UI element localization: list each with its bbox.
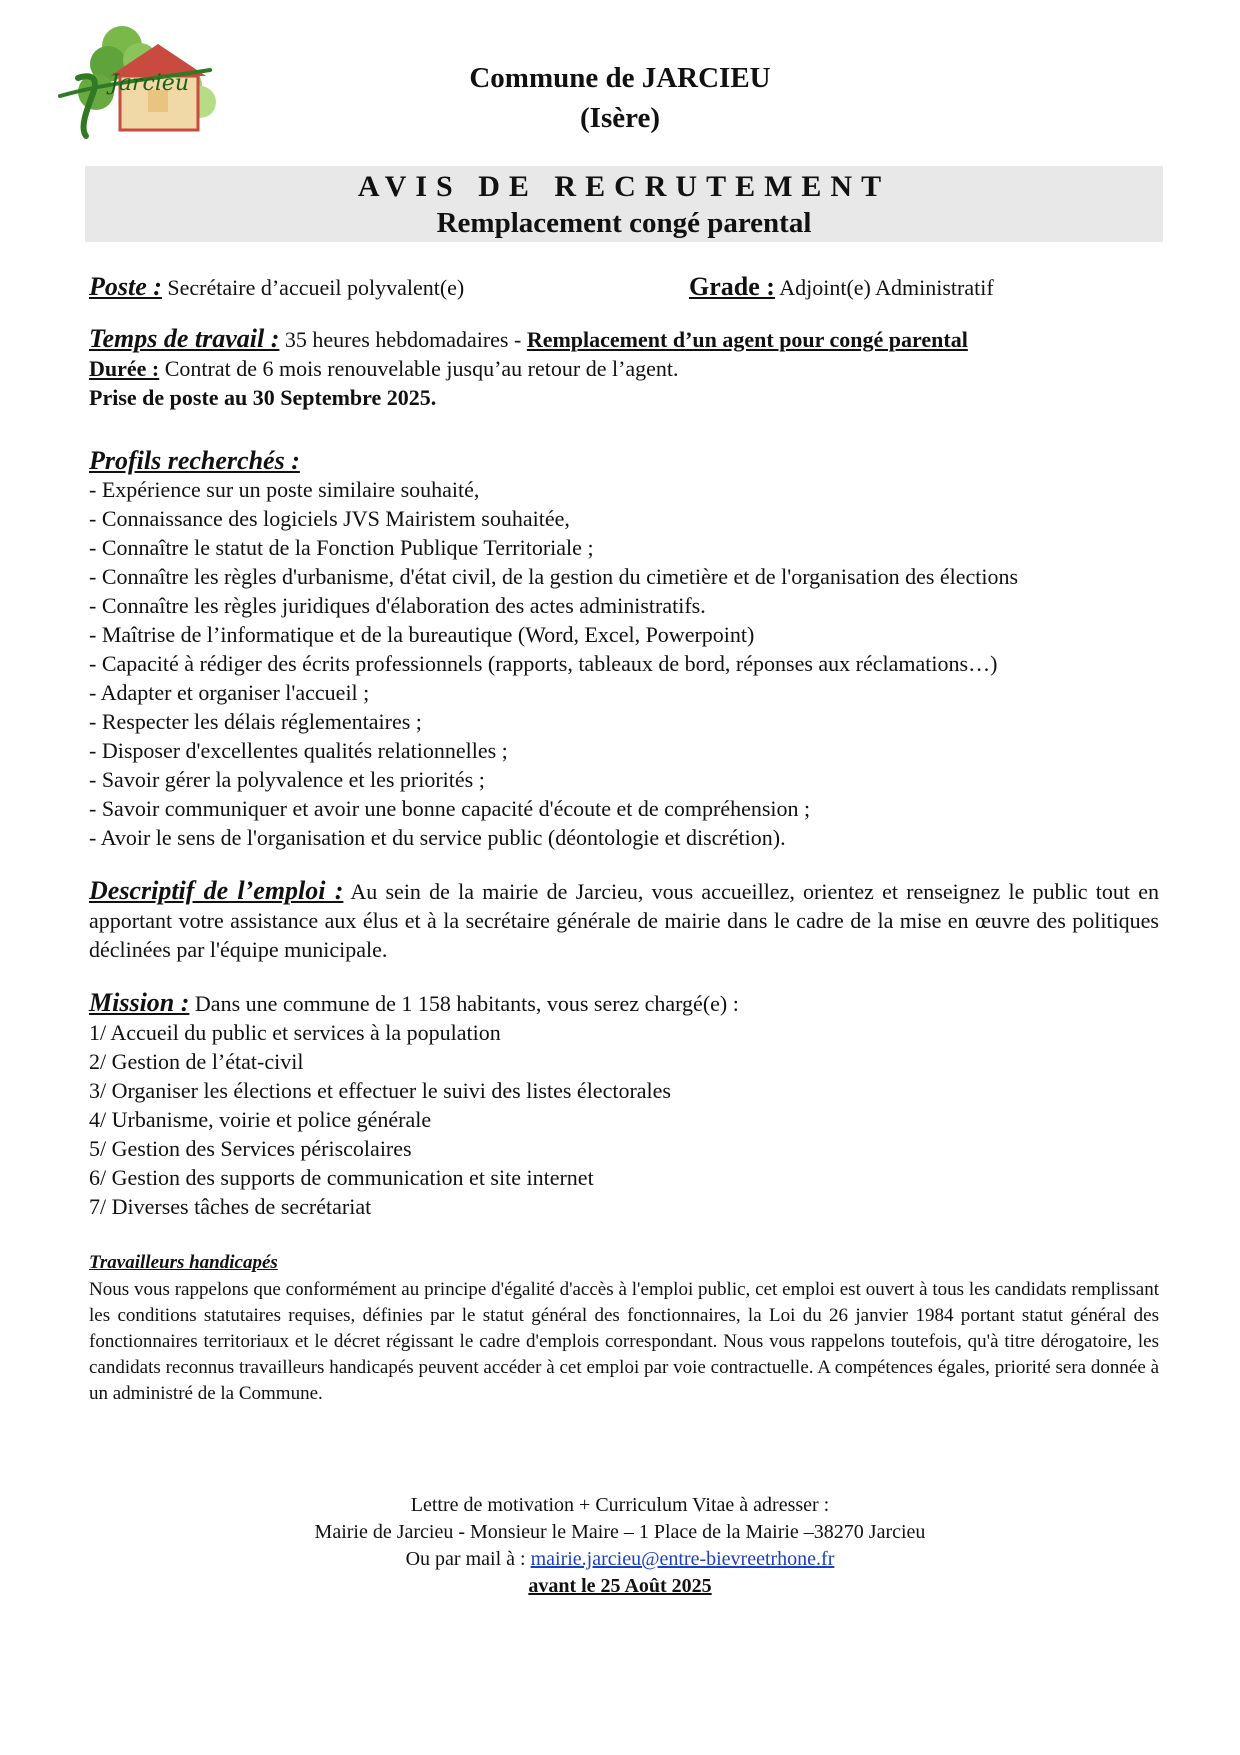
application-footer <box>200 1492 1040 1600</box>
footer-address: Mairie de Jarcieu - Monsieur le Maire – 1 Place de la Mairie –38270 Jarcieu <box>314 1521 926 1543</box>
profils-label: Profils recherchés : <box>89 446 300 475</box>
duree-value: Contrat de 6 mois renouvelable jusqu’au retour de l’agent. <box>164 356 679 381</box>
profil-item: - Respecter les délais réglementaires ; <box>89 709 422 734</box>
mission-item: 3/ Organiser les élections et effectuer le suivi des listes électorales <box>89 1078 671 1103</box>
mission-item: 1/ Accueil du public et services à la population <box>89 1020 501 1045</box>
grade-value: Adjoint(e) Administratif <box>779 275 994 300</box>
duree-line <box>89 354 1159 383</box>
descriptif-label: Descriptif de l’emploi : <box>89 876 344 905</box>
poste-label: Poste : <box>89 272 162 301</box>
mission-label: Mission : <box>89 988 190 1017</box>
handicap-section <box>89 1248 1159 1407</box>
poste-row <box>89 272 1169 306</box>
profil-item: - Savoir gérer la polyvalence et les priorités ; <box>89 767 485 792</box>
profil-item: - Capacité à rédiger des écrits professionnels (rapports, tableaux de bord, réponses aux réclamations…) <box>89 651 998 676</box>
profil-item: - Adapter et organiser l'accueil ; <box>89 680 370 705</box>
mission-item: 2/ Gestion de l’état-civil <box>89 1049 304 1074</box>
title-block <box>300 58 940 138</box>
logo-graphic <box>40 16 220 152</box>
mission-section <box>89 988 1159 1221</box>
handicap-label: Travailleurs handicapés <box>89 1252 278 1273</box>
recruitment-banner <box>85 166 1163 242</box>
temps-value: 35 heures hebdomadaires - <box>284 327 527 352</box>
poste-field <box>89 272 464 302</box>
banner-title: AVIS DE RECRUTEMENT <box>357 170 891 203</box>
descriptif-text: Au sein de la mairie de Jarcieu, vous accueillez, orientez et renseignez le public tout en apportant votre assistance aux élus et à la secrétaire générale de mairie dans le cadre de la mise en œuvre des politiques déclinées par l'équipe municipale. <box>89 879 1160 962</box>
temps-line <box>89 324 1159 354</box>
banner-subtitle: Remplacement congé parental <box>436 207 812 239</box>
profil-item: - Connaître les règles d'urbanisme, d'état civil, de la gestion du cimetière et de l'organisation des élections <box>89 564 1019 589</box>
temps-label: Temps de travail : <box>89 324 280 353</box>
footer-mail-line <box>200 1546 1040 1573</box>
departement: (Isère) <box>580 102 660 134</box>
profil-item: - Maîtrise de l’informatique et de la bureautique (Word, Excel, Powerpoint) <box>89 622 755 647</box>
handicap-text: Nous vous rappelons que conformément au principe d'égalité d'accès à l'emploi public, cet emploi est ouvert à tous les candidats remplissant les conditions statutaires requises, définies par le statut général des fonctionnaires, la Loi du 26 janvier 1984 portant statut général des fonctionnaires territoriaux et le décret régissant le cadre d'emplois correspondant. Nous vous rappelons toutefois, qu'à titre dérogatoire, les candidats reconnus travailleurs handicapés peuvent accéder à cet emploi par voie contractuelle. A compétences égales, priorité sera donnée à un administré de la Commune. <box>89 1279 1159 1404</box>
descriptif-section <box>89 876 1159 964</box>
mission-intro-line <box>89 988 1159 1018</box>
mission-list <box>89 1018 1159 1221</box>
logo-lettering: Jarcieu <box>110 71 189 96</box>
profil-item: - Connaissance des logiciels JVS Mairistem souhaitée, <box>89 506 570 531</box>
profils-section <box>89 446 1159 852</box>
commune-name: Commune de JARCIEU <box>469 62 771 94</box>
poste-value: Secrétaire d’accueil polyvalent(e) <box>167 275 465 300</box>
prise-de-poste: Prise de poste au 30 Septembre 2025. <box>89 385 437 410</box>
grade-label: Grade : <box>689 272 775 301</box>
mission-item: 6/ Gestion des supports de communication et site internet <box>89 1165 594 1190</box>
commune-logo <box>40 16 220 152</box>
mission-item: 7/ Diverses tâches de secrétariat <box>89 1194 372 1219</box>
profil-item: - Savoir communiquer et avoir une bonne capacité d'écoute et de compréhension ; <box>89 796 811 821</box>
duree-label: Durée : <box>89 356 160 381</box>
profil-item: - Disposer d'excellentes qualités relationnelles ; <box>89 738 508 763</box>
mission-intro: Dans une commune de 1 158 habitants, vous serez chargé(e) : <box>194 991 739 1016</box>
footer-line-1: Lettre de motivation + Curriculum Vitae à adresser : <box>410 1494 830 1516</box>
footer-deadline: avant le 25 Août 2025 <box>528 1575 712 1597</box>
email-link[interactable]: mairie.jarcieu@entre-bievreetrhone.fr <box>530 1548 835 1570</box>
profil-item: - Connaître les règles juridiques d'élaboration des actes administratifs. <box>89 593 706 618</box>
grade-field <box>689 272 994 302</box>
profil-item: - Avoir le sens de l'organisation et du service public (déontologie et discrétion). <box>89 825 786 850</box>
profil-item: - Connaître le statut de la Fonction Publique Territoriale ; <box>89 535 594 560</box>
mission-item: 4/ Urbanisme, voirie et police générale <box>89 1107 432 1132</box>
temps-emphasis: Remplacement d’un agent pour congé parental <box>526 327 968 352</box>
temps-section <box>89 324 1159 412</box>
profils-list <box>89 475 1159 852</box>
mission-item: 5/ Gestion des Services périscolaires <box>89 1136 412 1161</box>
profil-item: - Expérience sur un poste similaire souhaité, <box>89 477 480 502</box>
footer-mail-prefix: Ou par mail à : <box>405 1548 531 1570</box>
